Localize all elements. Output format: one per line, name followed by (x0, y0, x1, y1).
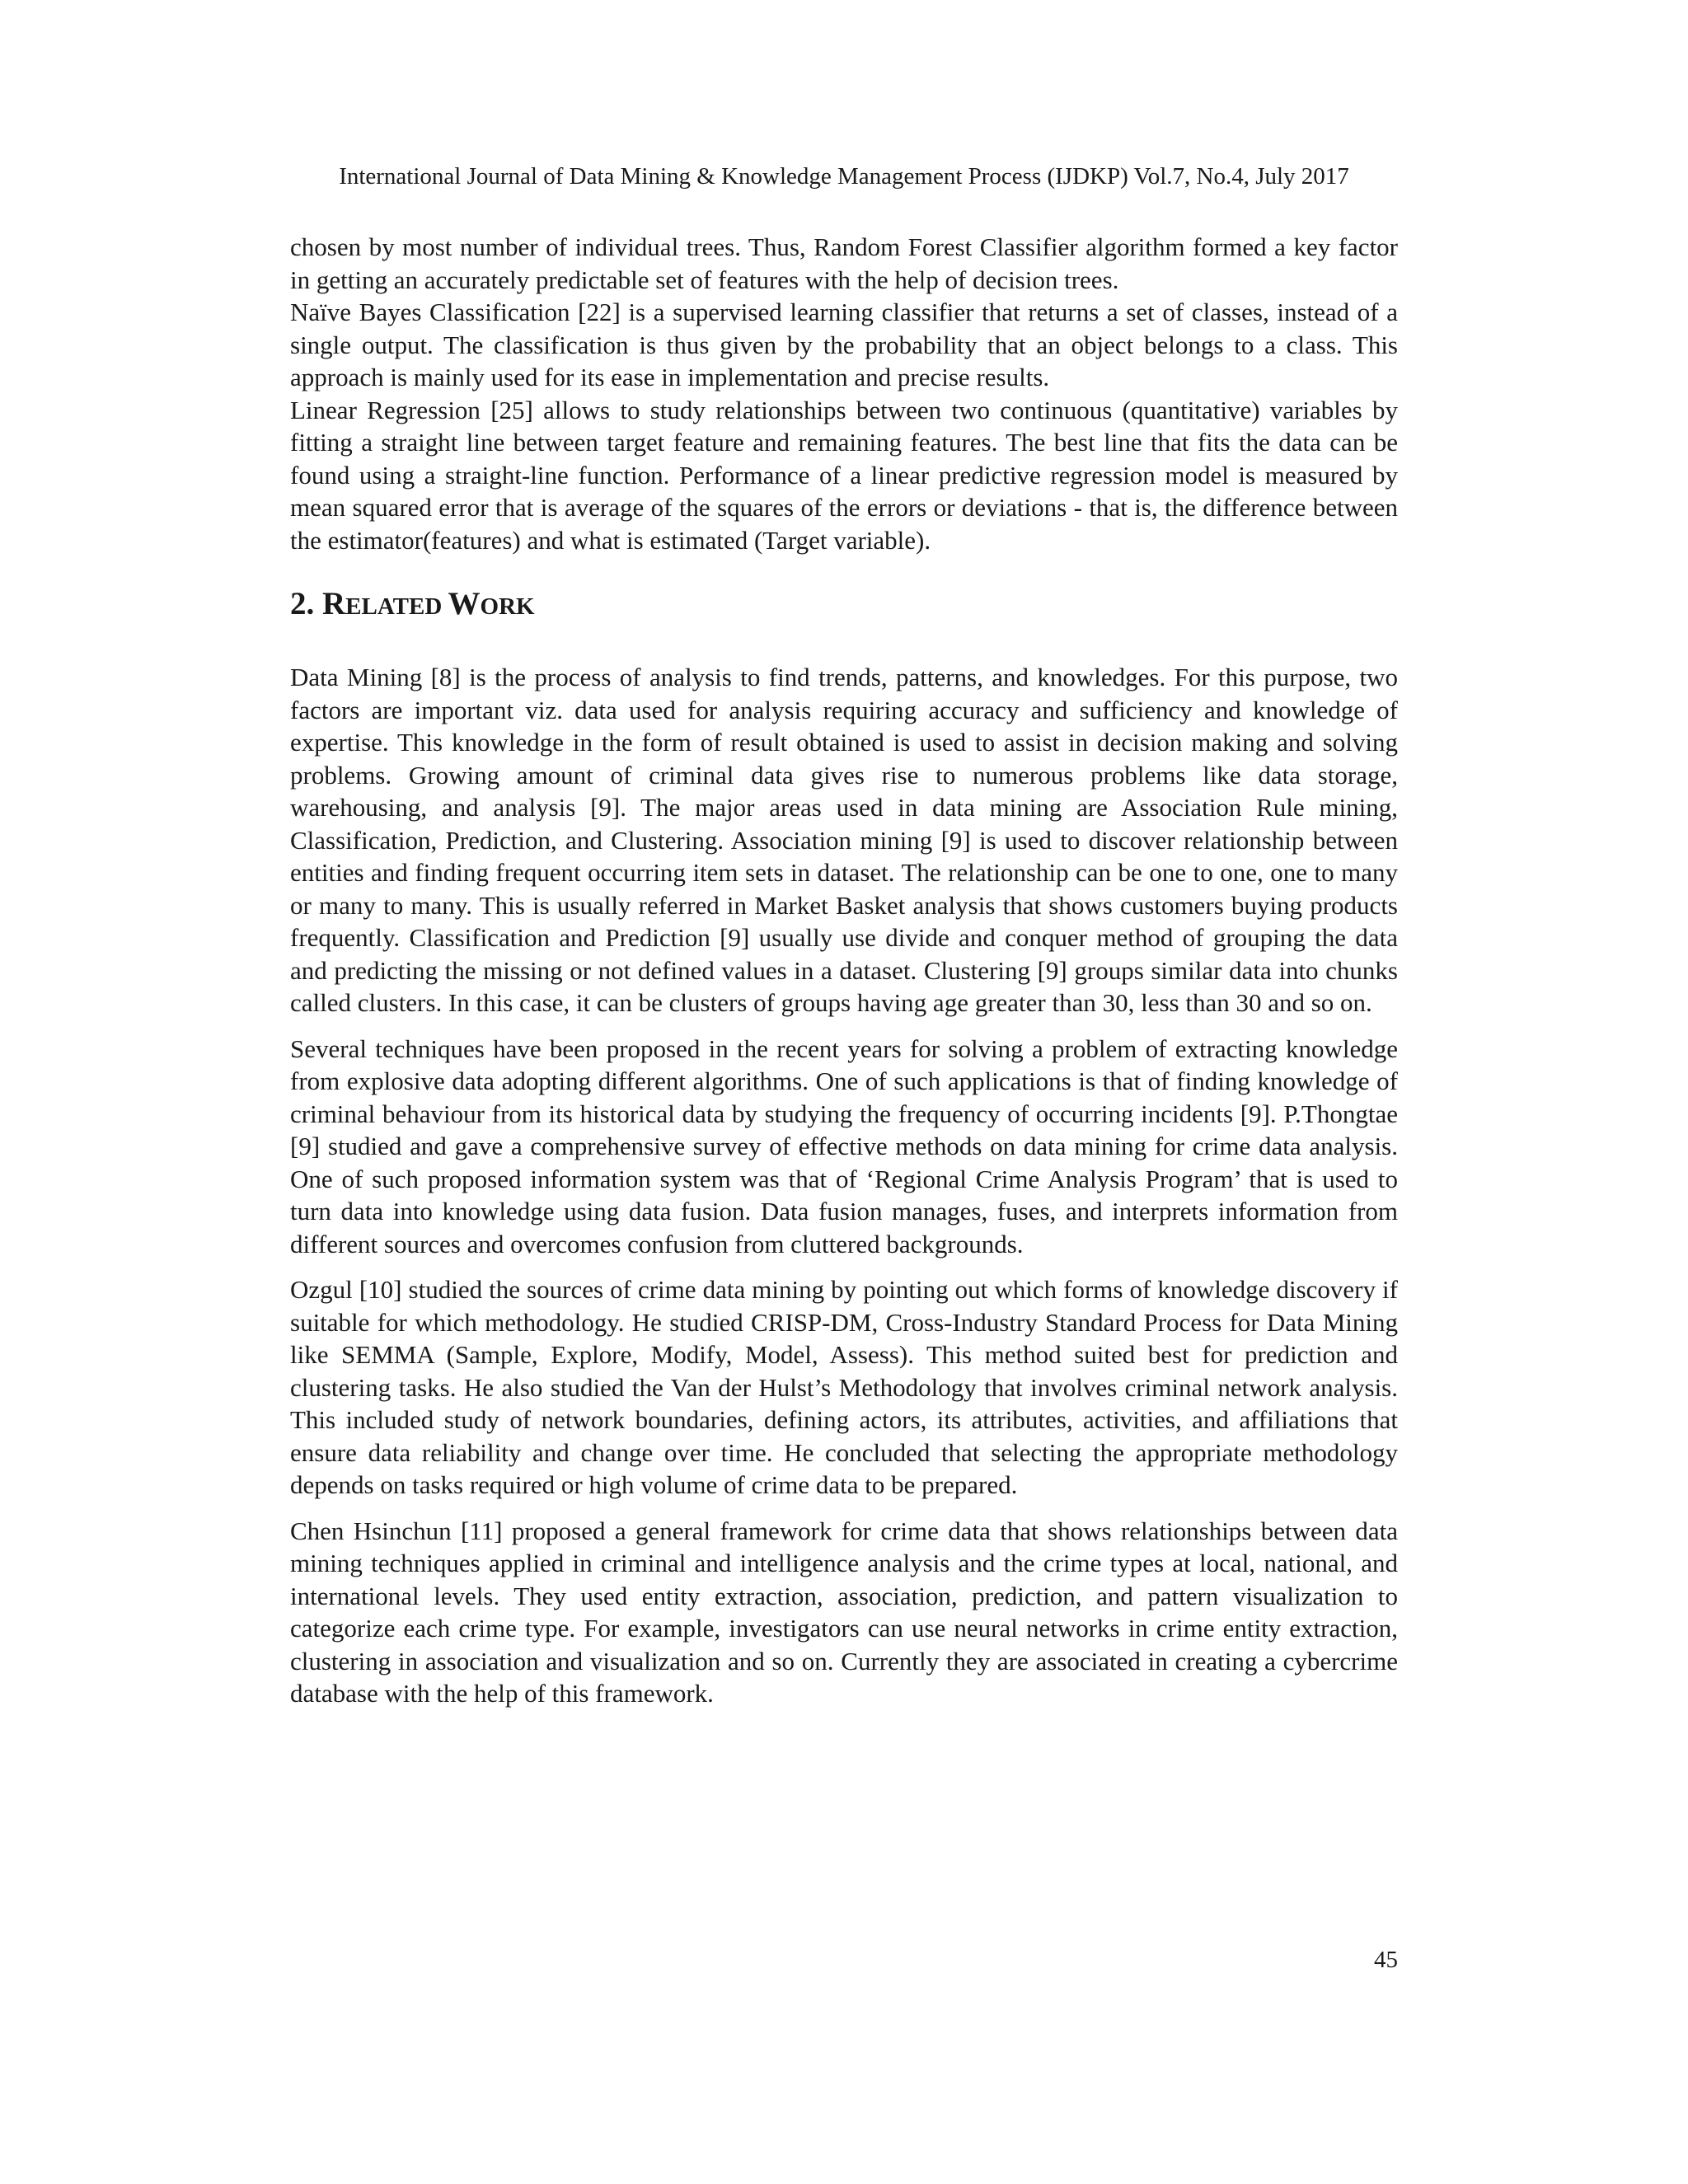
paragraph-chen-hsinchun: Chen Hsinchun [11] proposed a general framework for crime data that shows relationships between data mining techniques applied in criminal and intelligence analysis and the crime types at local, national, and international levels. They used entity extraction, association, prediction, and pattern visualization to categorize each crime type. For example, investigators can use neural networks in crime entity extraction, clustering in association and visualization and so on. Currently they are associated in creating a cybercrime database with the help of this framework. (290, 1516, 1398, 1708)
section-title-smallcaps: ORK (480, 593, 535, 620)
paragraph-random-forest-continued: chosen by most number of individual trees. Thus, Random Forest Classifier algorithm formed a key factor in getting an accurately predictable set of features with the help of decision trees. (290, 232, 1398, 294)
running-header: International Journal of Data Mining & Knowledge Management Process (IJDKP) Vol.7, No.4, July 2017 (339, 163, 1349, 190)
page-number: 45 (1374, 1947, 1398, 1973)
section-number: 2. (290, 586, 322, 621)
section-title-initial: W (448, 586, 481, 621)
section-title-smallcaps: ELATED (345, 593, 448, 620)
paragraph-ozgul: Ozgul [10] studied the sources of crime data mining by pointing out which forms of knowledge discovery if suitable for which methodology. He studied CRISP-DM, Cross-Industry Standard Process for Data Mining like SEMMA (Sample, Explore, Modify, Model, Assess). This method suited best for prediction and clustering tasks. He also studied the Van der Hulst’s Methodology that involves criminal network analysis. This included study of network boundaries, defining actors, its attributes, activities, and affiliations that ensure data reliability and change over time. He concluded that selecting the appropriate methodology depends on tasks required or high volume of crime data to be prepared. (290, 1275, 1398, 1499)
section-title-initial: R (322, 586, 346, 621)
page-body (290, 231, 1398, 1710)
paragraph-naive-bayes: Naïve Bayes Classification [22] is a supervised learning classifier that returns a set of classes, instead of a single output. The classification is thus given by the probability that an object belongs to a class. This approach is mainly used for its ease in implementation and precise results. (290, 298, 1398, 391)
paragraph-linear-regression: Linear Regression [25] allows to study relationships between two continuous (quantitative) variables by fitting a straight line between target feature and remaining features. The best line that fits the data can be found using a straight-line function. Performance of a linear predictive regression model is measured by mean squared error that is average of the squares of the errors or deviations - that is, the difference between the estimator(features) and what is estimated (Target variable). (290, 395, 1398, 555)
paragraph-data-mining: Data Mining [8] is the process of analysis to find trends, patterns, and knowledges. For this purpose, two factors are important viz. data used for analysis requiring accuracy and sufficiency and knowledge of expertise. This knowledge in the form of result obtained is used to assist in decision making and solving problems. Growing amount of criminal data gives rise to numerous problems like data storage, warehousing, and analysis [9]. The major areas used in data mining are Association Rule mining, Classification, Prediction, and Clustering. Association mining [9] is used to discover relationship between entities and finding frequent occurring item sets in dataset. The relationship can be one to one, one to many or many to many. This is usually referred in Market Basket analysis that shows customers buying products frequently. Classification and Prediction [9] usually use divide and conquer method of grouping the data and predicting the missing or not defined values in a dataset. Clustering [9] groups similar data into chunks called clusters. In this case, it can be clusters of groups having age greater than 30, less than 30 and so on. (290, 663, 1398, 1017)
paragraph-techniques: Several techniques have been proposed in the recent years for solving a problem of extracting knowledge from explosive data adopting different algorithms. One of such applications is that of finding knowledge of criminal behaviour from its historical data by studying the frequency of occurring incidents [9]. P.Thongtae [9] studied and gave a comprehensive survey of effective methods on data mining for crime data analysis. One of such proposed information system was that of ‘Regional Crime Analysis Program’ that is used to turn data into knowledge using data fusion. Data fusion manages, fuses, and interprets information from different sources and overcomes confusion from cluttered backgrounds. (290, 1033, 1398, 1258)
section-heading-related-work (290, 584, 1398, 626)
